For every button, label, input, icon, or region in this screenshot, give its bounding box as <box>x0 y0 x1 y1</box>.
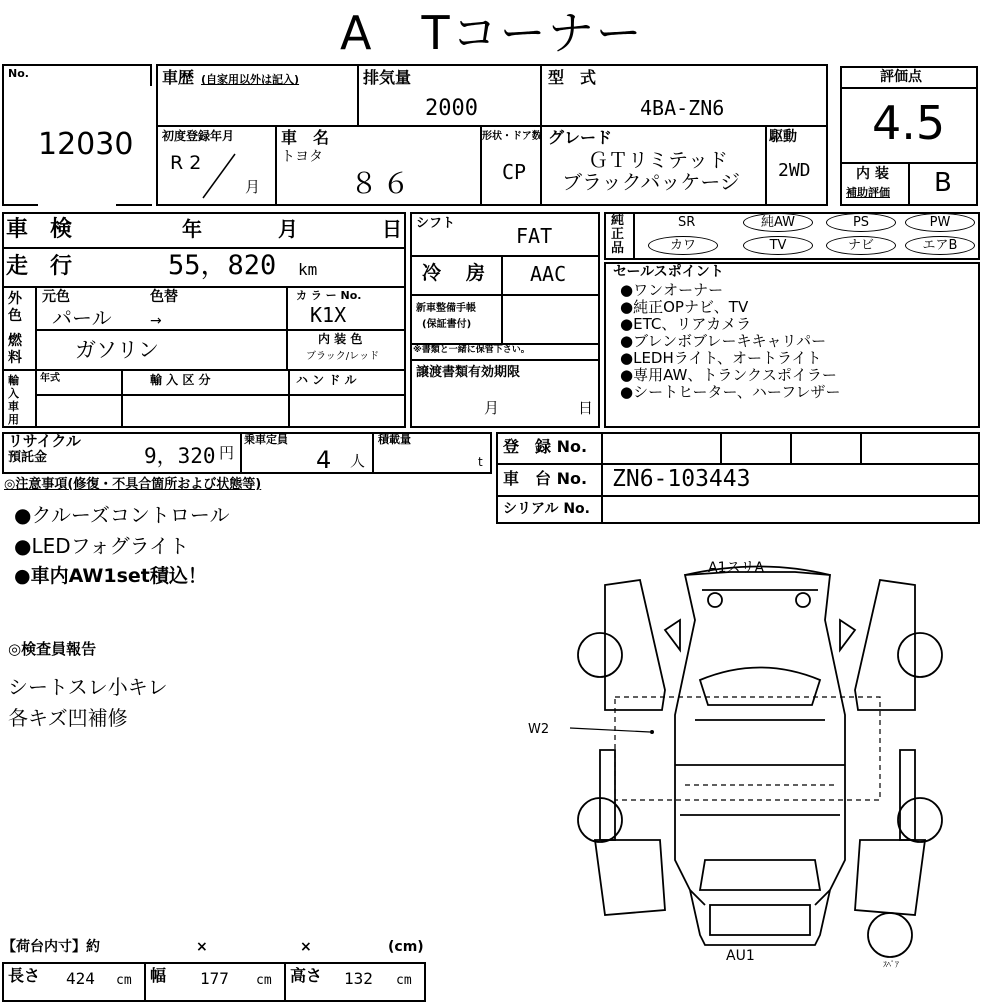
repaint-label: 色替 <box>150 289 178 305</box>
diagram-rear-note: AU1 <box>726 948 755 964</box>
body-doors-value: CP <box>502 160 527 184</box>
car-name-label: 車 名 <box>281 128 330 147</box>
aircon-value: AAC <box>530 262 567 286</box>
equip-ps: PS <box>826 213 896 232</box>
cargo-unit: (cm) <box>388 939 424 955</box>
transfer-month: 月 <box>484 399 500 417</box>
cargo-height: 132 <box>344 969 373 988</box>
inspector-label: ◎検査員報告 <box>8 640 97 658</box>
history-note: (自家用以外は記入) <box>201 73 300 86</box>
score-label: 評価点 <box>880 69 922 85</box>
capacity-unit: 人 <box>350 452 366 470</box>
page-title: A Tコーナー <box>340 6 644 60</box>
equip-oem-wheels: 純AW <box>743 213 813 232</box>
cargo-width-label: 幅 <box>150 966 167 985</box>
serial-label: シリアル No. <box>503 501 590 517</box>
shaken-label: 車 検 <box>6 217 73 242</box>
import-year-label: 年式 <box>40 373 60 384</box>
recycle-value: 9，320 <box>144 444 216 468</box>
mileage-value: 55，820 <box>168 250 277 281</box>
equip-tv: TV <box>743 236 813 255</box>
sales-point: ●ワンオーナー <box>620 281 724 299</box>
caution-label: ◎注意事項(修復・不具合箇所および状態等) <box>4 477 262 492</box>
interior-color-value: ブラック/レッド <box>306 351 380 362</box>
inspector-item: シートスレ小キレ <box>8 675 168 699</box>
chassis-value: ZN6-103443 <box>612 466 751 492</box>
orig-color-label: 元色 <box>42 289 70 305</box>
fuel-value: ガソリン <box>75 338 159 362</box>
capacity-value: 4 <box>316 446 332 474</box>
mileage-unit: km <box>298 260 318 279</box>
spare-label: ｽﾍﾟｱ <box>883 960 899 969</box>
grade-label: グレード <box>548 128 613 147</box>
displacement-label: 排気量 <box>363 68 412 87</box>
color-code-label: カ ラ ー No. <box>296 289 362 302</box>
drive-value: 2WD <box>778 160 811 181</box>
caution-item: ●クルーズコントロール <box>14 503 230 527</box>
body-doors-label: 形状・ドア数 <box>482 131 542 142</box>
shift-value: FAT <box>516 224 553 248</box>
shift-label: シフト <box>416 216 456 231</box>
sales-point: ●純正OPナビ、TV <box>620 298 749 316</box>
document-notice: ※書類と一緒に保管下さい。 <box>413 345 530 355</box>
model-value: 4BA-ZN6 <box>640 96 725 120</box>
cargo-height-label: 高さ <box>290 966 323 985</box>
car-diagram <box>520 560 980 1000</box>
sales-points-list <box>620 282 841 401</box>
first-reg-month: 月 <box>245 178 261 196</box>
caution-item: ●車内AW1set積込！ <box>14 565 207 587</box>
lot-number-box <box>2 64 152 206</box>
car-name: ８６ <box>350 167 415 200</box>
diagram-side-note: W2 <box>528 722 550 737</box>
first-reg-value: R 2 <box>170 152 202 174</box>
first-reg-label: 初度登録年月 <box>162 129 235 143</box>
capacity-label: 乗車定員 <box>244 433 288 446</box>
sales-point: ●ブレンボブレーキキャリパー <box>620 332 827 350</box>
repaint-arrow: → <box>150 313 162 329</box>
grade-line2: ブラックパッケージ <box>562 170 740 194</box>
grade-line1: ＧＴリミテッド <box>588 148 728 172</box>
aircon-label: 冷 房 <box>422 262 489 284</box>
interior-color-label: 内 装 色 <box>318 332 363 346</box>
cargo-x1: × <box>196 939 208 955</box>
handle-label: ハ ン ド ル <box>296 373 357 387</box>
chassis-label: 車 台 No. <box>503 469 588 488</box>
recycle-label: リサイクル <box>8 432 81 450</box>
exterior-label: 外色 <box>8 291 22 324</box>
cargo-width: 177 <box>200 969 229 988</box>
model-label: 型 式 <box>548 68 597 87</box>
lot-number-label: No. <box>8 67 29 80</box>
import-category-label: 輸 入 区 分 <box>150 373 211 387</box>
car-maker: トヨタ <box>281 149 323 165</box>
cargo-label: 【荷台内寸】約 <box>2 939 100 955</box>
drive-label: 駆動 <box>769 129 797 145</box>
maintenance-label: 新車整備手帳 <box>416 303 476 314</box>
interior-score-label: 内 装 <box>856 166 889 182</box>
cargo-width-unit: cm <box>256 973 272 988</box>
recycle-unit: 円 <box>219 444 235 462</box>
cargo-x2: × <box>300 939 312 955</box>
cargo-height-unit: cm <box>396 973 412 988</box>
load-label: 積載量 <box>378 433 411 446</box>
mileage-label: 走 行 <box>6 254 73 279</box>
maintenance-sub: (保証書付) <box>422 319 472 330</box>
color-code-value: K1X <box>310 303 347 327</box>
cargo-length-label: 長さ <box>8 966 41 985</box>
inspector-item: 各キズ凹補修 <box>8 706 128 730</box>
cargo-length-unit: cm <box>116 973 132 988</box>
shaken-day: 日 <box>382 217 402 241</box>
lot-number: 12030 <box>38 127 134 162</box>
sales-point: ●ETC、リアカメラ <box>620 315 752 333</box>
history-label: 車歴 <box>162 68 195 87</box>
equip-leather: カワ <box>648 236 718 255</box>
displacement-value: 2000 <box>425 96 478 121</box>
score-value: 4.5 <box>872 96 946 150</box>
caution-item: ●LEDフォグライト <box>14 534 190 558</box>
first-reg-slash <box>195 150 245 202</box>
shaken-year: 年 <box>182 217 202 241</box>
equip-navi: ナビ <box>826 236 896 255</box>
sales-point: ●シートヒーター、ハーフレザー <box>620 383 841 401</box>
fuel-label: 燃料 <box>8 333 22 366</box>
load-unit: t <box>478 455 483 469</box>
recycle-sub: 預託金 <box>8 450 48 465</box>
interior-score-sub: 補助評価 <box>846 186 890 199</box>
equip-sr: SR <box>678 215 696 230</box>
sales-point: ●専用AW、トランクスポイラー <box>620 366 837 384</box>
equip-airbag: エアB <box>905 236 975 255</box>
transfer-label: 譲渡書類有効期限 <box>416 365 521 380</box>
transfer-day: 日 <box>578 399 594 417</box>
interior-score-value: B <box>934 168 952 198</box>
equipment-label: 純正品 <box>611 213 625 256</box>
equip-pw: PW <box>905 213 975 232</box>
import-label: 輸入車用 <box>8 374 19 426</box>
sales-point: ●LEDHライト、オートライト <box>620 349 822 367</box>
diagram-front-note: A1スリA <box>708 560 765 576</box>
sales-points-label: セールスポイント <box>613 264 724 280</box>
orig-color-value: パール <box>52 306 112 330</box>
shaken-month: 月 <box>278 217 298 241</box>
registration-label: 登 録 No. <box>503 437 588 456</box>
cargo-length: 424 <box>66 969 95 988</box>
